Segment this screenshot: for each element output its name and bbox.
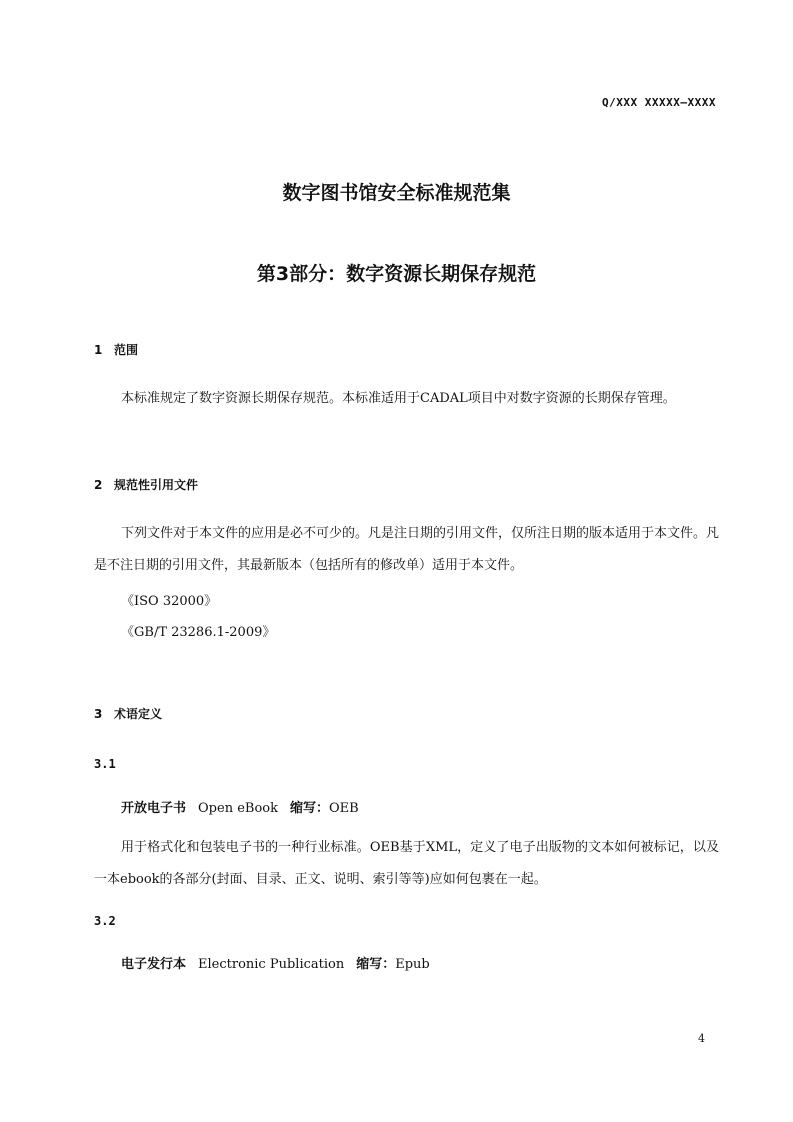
document-subtitle: 第3部分：数字资源长期保存规范 (256, 263, 537, 285)
term-abbreviation: Epub (395, 957, 430, 972)
section-number: 1 (94, 343, 103, 357)
abbr-label: 缩写： (289, 801, 329, 816)
term-abbreviation: OEB (329, 801, 359, 816)
section-title: 术语定义 (114, 707, 163, 721)
section-title: 规范性引用文件 (114, 478, 199, 492)
subsection-number: 3.2 (94, 914, 116, 928)
document-title: 数字图书馆安全标准规范集 (282, 182, 511, 204)
section-heading-scope (94, 341, 138, 358)
section-number: 3 (94, 707, 103, 721)
abbr-label: 缩写： (356, 957, 396, 972)
reference-item: 《ISO 32000》 (121, 594, 218, 609)
term-line (121, 953, 430, 972)
normative-refs-paragraph: 下列文件对于本文件的应用是必不可少的。凡是注日期的引用文件，仅所注日期的版本适用于本文件。凡是不注日期的引用文件，其最新版本（包括所有的修改单）适用于本文件。 (94, 526, 720, 573)
section-heading-normative-refs (94, 476, 198, 493)
page-number: 4 (698, 1032, 705, 1045)
term-definition: 用于格式化和包装电子书的一种行业标准。OEB基于XML，定义了电子出版物的文本如何被标记，以及一本ebook的各部分(封面、目录、正文、说明、索引等等)应如何包裹在一起。 (94, 840, 719, 887)
section-number: 2 (94, 478, 103, 492)
term-english: Open eBook (198, 801, 278, 816)
scope-paragraph: 本标准规定了数字资源长期保存规范。本标准适用于CADAL项目中对数字资源的长期保存管理。 (121, 391, 676, 406)
term-chinese: 开放电子书 (121, 801, 187, 816)
term-chinese: 电子发行本 (121, 957, 187, 972)
term-line (121, 797, 359, 816)
section-heading-terms (94, 705, 162, 722)
subsection-number: 3.1 (94, 757, 116, 771)
term-english: Electronic Publication (198, 957, 345, 972)
section-title: 范围 (114, 343, 139, 357)
reference-item: 《GB/T 23286.1-2009》 (121, 625, 276, 640)
standard-code: Q/XXX XXXXX—XXXX (602, 96, 716, 109)
